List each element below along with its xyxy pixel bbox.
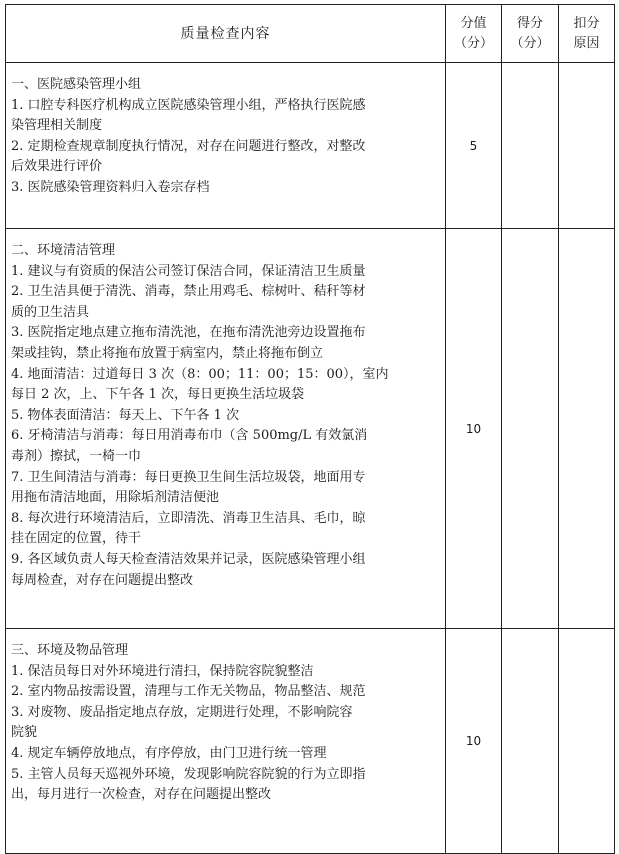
score-cell: 5 — [446, 63, 502, 229]
header-deduct-line1: 扣分 — [573, 15, 600, 31]
earned-cell[interactable] — [502, 629, 559, 854]
content-line: 每日 2 次，上、下午各 1 次，每日更换生活垃圾袋 — [11, 387, 305, 403]
content-line: 1. 口腔专科医疗机构成立医院感染管理小组，严格执行医院感 — [11, 97, 366, 113]
content-line: 2. 卫生洁具便于清洗、消毒，禁止用鸡毛、棕树叶、秸秆等材 — [11, 284, 366, 300]
content-line: 院貌 — [11, 725, 38, 741]
section-content-cell — [6, 629, 446, 854]
content-line: 出，每月进行一次检查，对存在问题提出整改 — [11, 787, 272, 803]
section-content-cell — [6, 63, 446, 229]
earned-cell[interactable] — [502, 63, 559, 229]
content-line: 每周检查，对存在问题提出整改 — [11, 572, 194, 588]
table-row — [6, 629, 615, 854]
content-line: 1. 建议与有资质的保洁公司签订保洁合同，保证清洁卫生质量 — [11, 263, 366, 279]
content-line: 9. 各区域负责人每天检查清洁效果并记录，医院感染管理小组 — [11, 551, 366, 567]
content-line: 用拖布清洁地面，用除垢剂清洁便池 — [11, 490, 220, 506]
content-line: 2. 室内物品按需设置，清理与工作无关物品，物品整洁、规范 — [11, 684, 366, 700]
content-line: 5. 物体表面清洁：每天上、下午各 1 次 — [11, 407, 240, 423]
content-line: 3. 医院指定地点建立拖布清洗池，在拖布清洗池旁边设置拖布 — [11, 325, 366, 341]
section-title: 一、医院感染管理小组 — [11, 77, 142, 92]
section-title: 二、环境清洁管理 — [11, 243, 116, 258]
reason-cell[interactable] — [559, 63, 615, 229]
header-score — [446, 5, 502, 63]
table-header-row — [6, 5, 615, 63]
section-content-cell — [6, 229, 446, 629]
content-line: 7. 卫生间清洁与消毒：每日更换卫生间生活垃圾袋，地面用专 — [11, 469, 366, 485]
content-line: 6. 牙椅清洁与消毒：每日用消毒布巾（含 500mg/L 有效氯消 — [11, 428, 368, 444]
content-line: 4. 地面清洁：过道每日 3 次（8：00；11：00；15：00），室内 — [11, 366, 389, 382]
content-line: 1. 保洁员每日对外环境进行清扫，保持院容院貌整洁 — [11, 663, 314, 679]
content-line: 8. 每次进行环境清洁后，立即清洗、消毒卫生洁具、毛巾，晾 — [11, 510, 366, 526]
content-line: 架或挂钩，禁止将拖布放置于病室内，禁止将拖布倒立 — [11, 345, 324, 361]
header-score-line2: （分） — [453, 35, 493, 51]
reason-cell[interactable] — [559, 629, 615, 854]
content-line: 3. 对废物、废品指定地点存放，定期进行处理，不影响院容 — [11, 704, 353, 720]
content-line: 染管理相关制度 — [11, 118, 103, 134]
content-line: 毒剂）擦拭，一椅一巾 — [11, 448, 142, 464]
content-line: 质的卫生洁具 — [11, 304, 90, 320]
table-row — [6, 63, 615, 229]
header-content: 质量检查内容 — [6, 5, 446, 63]
content-line: 后效果进行评价 — [11, 159, 103, 175]
header-deduct-line2: 原因 — [573, 35, 600, 51]
header-earned — [502, 5, 559, 63]
section-title: 三、环境及物品管理 — [11, 643, 129, 658]
quality-check-table — [5, 4, 615, 854]
score-cell: 10 — [446, 229, 502, 629]
content-line: 3. 医院感染管理资料归入卷宗存档 — [11, 179, 210, 195]
content-line: 2. 定期检查规章制度执行情况，对存在问题进行整改，对整改 — [11, 138, 366, 154]
content-line: 4. 规定车辆停放地点，有序停放，由门卫进行统一管理 — [11, 745, 327, 761]
header-score-line1: 分值 — [460, 15, 487, 31]
header-earned-line1: 得分 — [516, 15, 543, 31]
content-line: 5. 主管人员每天巡视外环境，发现影响院容院貌的行为立即指 — [11, 766, 366, 782]
table-row — [6, 229, 615, 629]
score-cell: 10 — [446, 629, 502, 854]
reason-cell[interactable] — [559, 229, 615, 629]
earned-cell[interactable] — [502, 229, 559, 629]
header-earned-line2: （分） — [510, 35, 550, 51]
content-line: 挂在固定的位置，待干 — [11, 531, 142, 547]
header-deduct-reason — [559, 5, 615, 63]
